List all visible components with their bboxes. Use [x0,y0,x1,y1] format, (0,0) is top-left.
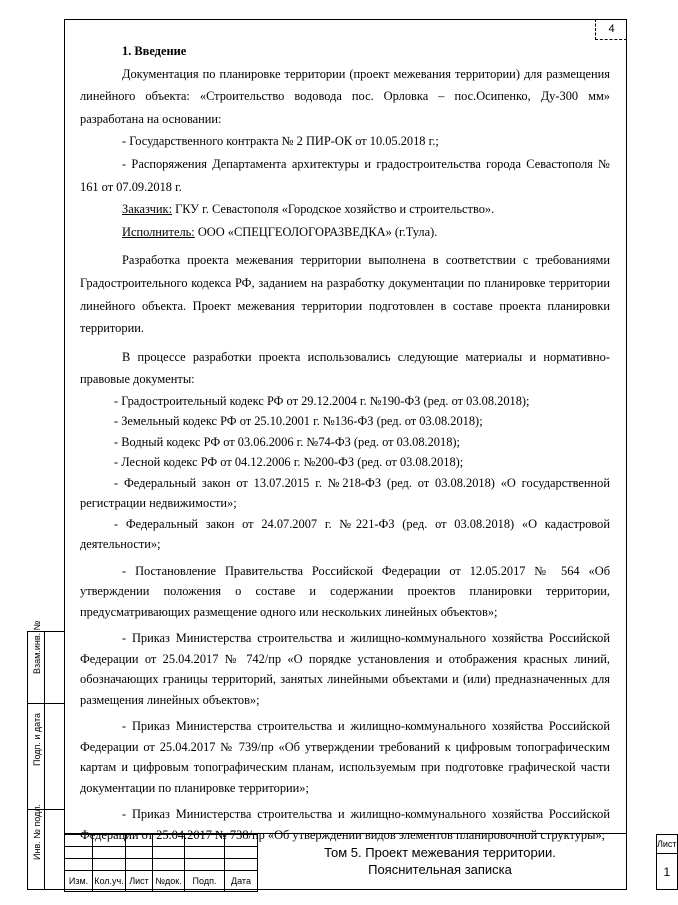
col-header: Подп. [185,871,225,892]
doc-item: - Федеральный закон от 24.07.2007 г. №221-ФЗ (ред. от 03.08.2018) «О кадастровой деятельности»; [80,516,610,552]
signature-date-label: Подп. и дата [32,712,42,766]
sheet-number: 1 [657,854,678,890]
basis-item-1: - Государственного контракта № 2 ПИР-ОК от 10.05.2018 г.; [122,134,439,149]
doc-item: - Земельный кодекс РФ от 25.10.2001 г. №136-ФЗ (ред. от 03.08.2018); [114,414,483,429]
col-header: Изм. [65,871,93,892]
contractor-value: ООО «СПЕЦГЕОЛОГОРАЗВЕДКА» (г.Тула). [194,224,438,239]
col-header: Лист [126,871,153,892]
doc-item: - Федеральный закон от 13.07.2015 г. №218-ФЗ (ред. от 03.08.2018) «О государственной регистрации недвижимости»; [80,475,610,511]
col-header: Кол.уч. [93,871,126,892]
doc-item: - Градостроительный кодекс РФ от 29.12.2004 г. №190-ФЗ (ред. от 03.08.2018); [114,393,530,408]
replaced-inv-label: Взам.инв. № [32,620,42,674]
document-title [304,844,576,878]
sheet-label: Лист [657,835,678,854]
paragraph-materials: В процессе разработки проекта использовались следующие материалы и нормативно-правовые документы: [80,349,610,387]
document-title-line2: Пояснительная записка [368,862,512,877]
section-heading: 1. Введение [122,44,187,58]
doc-item: - Приказ Министерства строительства и жилищно-коммунального хозяйства Российской Федерации от 25.04.2017 № 739/пр «Об утверждении требований к цифровым топографическим картам и цифровым топографическим планам, используемым при подготовке графической части документации по планировке территории»; [80,719,610,795]
document-body [80,40,610,845]
sheet-cell [656,834,678,890]
revision-table [64,834,258,892]
customer-label: Заказчик: [122,202,173,217]
customer-value: ГКУ г. Севастополя «Городское хозяйство и строительство». [172,202,495,217]
col-header: Дата [225,871,258,892]
doc-item: - Приказ Министерства строительства и жилищно-коммунального хозяйства Российской Федерации от 25.04.2017 № 742/пр «О порядке установления и отображения красных линий, обозначающих границы территорий, занятых линейными объектами и (или) предназначенных для размещения линейных объектов»; [80,631,610,707]
basis-item-2: - Распоряжения Департамента архитектуры и градостроительства города Севастополя № 161 от 07.09.2018 г. [80,156,610,194]
contractor-label: Исполнитель: [122,224,195,239]
side-stamp [27,620,65,890]
doc-item: - Водный кодекс РФ от 03.06.2006 г. №74-ФЗ (ред. от 03.08.2018); [114,434,460,449]
title-block [64,833,677,890]
side-stamp-divider [28,703,64,704]
paragraph-requirements: Разработка проекта межевания территории выполнена в соответствии с требованиями Градостроительного кодекса РФ, заданием на разработку документации по планировке территории линейного объекта. Проект межевания территории подготовлен в составе проекта планировки территории. [80,253,610,336]
page-number: 4 [595,19,627,40]
original-inv-label: Инв. № подл. [32,803,42,860]
paragraph-intro: Документация по планировке территории (проект межевания территории) для размещения линейного объекта: «Строительство водовода пос. Орловка – пос.Осипенко, Ду-300 мм» разработана на основании: [80,66,610,126]
col-header: №док. [153,871,185,892]
doc-item: - Постановление Правительства Российской Федерации от 12.05.2017 № 564 «Об утверждении положения о составе и содержании проектов планировки территории, предусматривающих размещение одного или нескольких линейных объектов»; [80,563,610,619]
doc-item: - Лесной кодекс РФ от 04.12.2006 г. №200-ФЗ (ред. от 03.08.2018); [114,455,464,470]
contractor-line [80,221,610,244]
customer-line [80,198,610,221]
document-title-line1: Том 5. Проект межевания территории. [324,845,556,860]
doc-item: - Приказ Министерства строительства и жилищно-коммунального хозяйства Российской Федерации от 25.04.2017 № 738/пр «Об утверждении видов элементов планировочной структуры»; [80,807,610,842]
